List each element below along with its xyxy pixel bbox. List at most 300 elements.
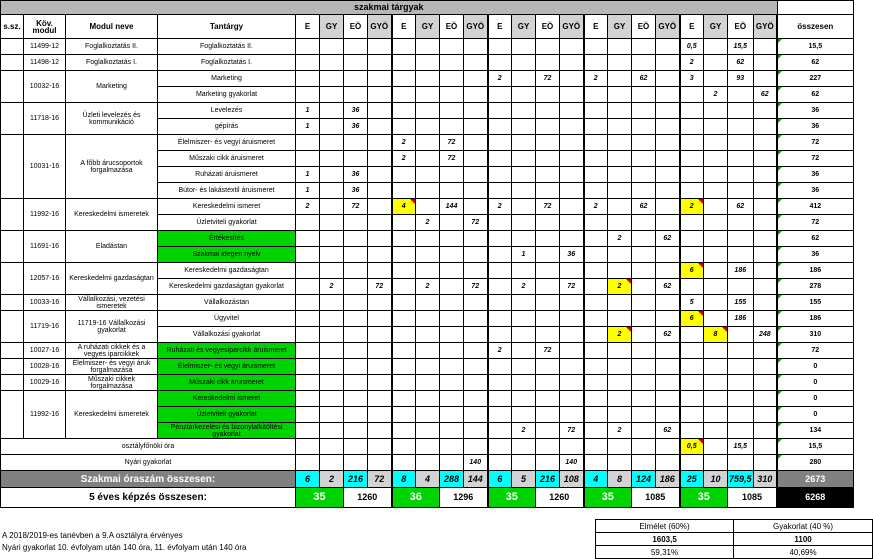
hours-cell xyxy=(656,311,680,327)
hours-cell xyxy=(704,423,728,439)
row-total: 72 xyxy=(777,215,853,231)
hours-cell xyxy=(704,407,728,423)
hours-cell xyxy=(560,439,584,455)
hours-cell xyxy=(632,455,656,471)
row-total: 412 xyxy=(777,199,853,215)
hours-cell xyxy=(296,247,320,263)
hours-cell: 186 xyxy=(728,263,754,279)
hours-cell xyxy=(464,183,488,199)
hours-cell xyxy=(344,455,368,471)
hours-cell: 72 xyxy=(344,199,368,215)
nyari-total: 280 xyxy=(777,455,853,471)
hours-cell xyxy=(753,199,777,215)
hours-cell xyxy=(560,119,584,135)
hours-cell: 36 xyxy=(560,247,584,263)
year-sum-total: 1260 xyxy=(536,488,584,508)
hours-cell xyxy=(584,343,608,359)
row-ssz xyxy=(1,375,24,391)
hours-cell xyxy=(753,247,777,263)
hours-cell xyxy=(296,391,320,407)
hours-cell: 36 xyxy=(344,119,368,135)
header-gyo: GYÖ xyxy=(368,15,392,39)
hours-cell xyxy=(560,151,584,167)
hours-cell xyxy=(296,343,320,359)
osztalyfonoki-total: 15,5 xyxy=(777,439,853,455)
hours-cell xyxy=(368,151,392,167)
hours-cell xyxy=(560,55,584,71)
hours-cell xyxy=(656,199,680,215)
hours-cell xyxy=(680,119,704,135)
hours-cell xyxy=(632,391,656,407)
hours-cell xyxy=(656,55,680,71)
hours-cell xyxy=(728,183,754,199)
hours-cell xyxy=(392,455,416,471)
hours-cell xyxy=(536,375,560,391)
hours-cell xyxy=(536,391,560,407)
sum-cell: 4 xyxy=(416,471,440,488)
hours-cell xyxy=(296,263,320,279)
hours-cell xyxy=(512,231,536,247)
hours-cell xyxy=(704,55,728,71)
hours-cell xyxy=(440,295,464,311)
hours-cell xyxy=(416,327,440,343)
row-total: 155 xyxy=(777,295,853,311)
hours-cell xyxy=(440,247,464,263)
hours-cell xyxy=(608,391,632,407)
hours-cell xyxy=(416,231,440,247)
hours-cell xyxy=(704,103,728,119)
row-ssz xyxy=(1,199,24,231)
hours-cell: 2 xyxy=(608,327,632,343)
hours-cell xyxy=(753,215,777,231)
hours-cell: 2 xyxy=(512,423,536,439)
hours-cell xyxy=(584,247,608,263)
hours-cell xyxy=(512,39,536,55)
hours-cell: 1 xyxy=(512,247,536,263)
hours-cell xyxy=(320,55,344,71)
hours-cell xyxy=(368,215,392,231)
hours-cell xyxy=(608,39,632,55)
hours-cell xyxy=(320,359,344,375)
row-total: 15,5 xyxy=(777,39,853,55)
row-total: 36 xyxy=(777,167,853,183)
row-ssz xyxy=(1,343,24,359)
hours-cell xyxy=(512,375,536,391)
module-name: Marketing xyxy=(66,71,158,103)
hours-cell xyxy=(680,87,704,103)
hours-cell xyxy=(320,199,344,215)
hours-cell xyxy=(704,455,728,471)
hours-cell xyxy=(608,375,632,391)
sum-cell: 8 xyxy=(608,471,632,488)
hours-cell xyxy=(632,231,656,247)
hours-cell xyxy=(753,183,777,199)
hours-cell xyxy=(464,39,488,55)
hours-cell xyxy=(416,183,440,199)
sum-cell: 759,5 xyxy=(728,471,754,488)
hours-cell: 36 xyxy=(344,183,368,199)
hours-cell xyxy=(753,295,777,311)
hours-cell xyxy=(320,263,344,279)
hours-cell xyxy=(680,247,704,263)
hours-cell xyxy=(728,247,754,263)
table-row xyxy=(1,103,854,119)
hours-cell xyxy=(560,231,584,247)
module-code: 11499-12 xyxy=(24,39,66,55)
hours-cell xyxy=(656,87,680,103)
hours-cell xyxy=(440,119,464,135)
hours-cell xyxy=(536,295,560,311)
hours-cell xyxy=(536,87,560,103)
hours-cell xyxy=(368,407,392,423)
hours-cell xyxy=(416,55,440,71)
hours-cell xyxy=(392,55,416,71)
hours-cell xyxy=(440,423,464,439)
module-name: Élelmiszer- és vegyi áruk forgalmazása xyxy=(66,359,158,375)
hours-cell xyxy=(320,311,344,327)
hours-cell: 36 xyxy=(344,167,368,183)
hours-cell: 8 xyxy=(704,327,728,343)
hours-cell xyxy=(368,87,392,103)
hours-cell xyxy=(656,167,680,183)
hours-cell xyxy=(704,359,728,375)
row-total: 310 xyxy=(777,327,853,343)
hours-cell xyxy=(608,311,632,327)
hours-cell xyxy=(536,119,560,135)
hours-cell xyxy=(488,151,512,167)
row-total: 278 xyxy=(777,279,853,295)
row-ssz xyxy=(1,295,24,311)
header-gy: GY xyxy=(608,15,632,39)
hours-cell: 6 xyxy=(680,311,704,327)
row-total: 62 xyxy=(777,55,853,71)
hours-cell xyxy=(704,135,728,151)
hours-cell: 4 xyxy=(392,199,416,215)
hours-cell xyxy=(728,135,754,151)
hours-cell: 140 xyxy=(560,455,584,471)
hours-cell xyxy=(753,103,777,119)
header-ssz: s.sz. xyxy=(1,15,24,39)
table-row xyxy=(1,199,854,215)
header-gy: GY xyxy=(416,15,440,39)
year-sum-total: 1260 xyxy=(344,488,392,508)
hours-cell: 2 xyxy=(704,87,728,103)
hours-cell xyxy=(512,439,536,455)
hours-cell xyxy=(680,151,704,167)
hours-cell xyxy=(344,55,368,71)
hours-cell xyxy=(584,135,608,151)
hours-cell: 1 xyxy=(296,167,320,183)
hours-cell xyxy=(560,263,584,279)
hours-cell xyxy=(584,439,608,455)
hours-cell xyxy=(416,375,440,391)
hours-cell xyxy=(296,439,320,455)
hours-cell: 2 xyxy=(416,279,440,295)
module-name: Foglalkoztatás I. xyxy=(66,55,158,71)
subject-name: Kereskedelmi gazdaságtan gyakorlat xyxy=(158,279,296,295)
hours-cell: 15,5 xyxy=(728,439,754,455)
module-code: 10027-16 xyxy=(24,343,66,359)
row-ssz xyxy=(1,135,24,199)
hours-cell xyxy=(680,215,704,231)
hours-cell xyxy=(753,375,777,391)
hours-cell xyxy=(512,103,536,119)
hours-cell xyxy=(728,407,754,423)
hours-cell xyxy=(392,183,416,199)
sum-cell: 186 xyxy=(656,471,680,488)
hours-cell xyxy=(392,423,416,439)
hours-cell xyxy=(632,407,656,423)
hours-cell xyxy=(536,215,560,231)
hours-cell xyxy=(416,391,440,407)
hours-cell xyxy=(753,407,777,423)
hours-cell xyxy=(512,183,536,199)
hours-cell xyxy=(704,295,728,311)
hours-cell xyxy=(368,119,392,135)
hours-cell xyxy=(608,71,632,87)
hours-cell xyxy=(656,295,680,311)
hours-cell xyxy=(344,359,368,375)
hours-cell xyxy=(368,71,392,87)
hours-cell xyxy=(464,199,488,215)
subject-name: Élelmiszer- és vegyi áruismeret xyxy=(158,359,296,375)
hours-cell xyxy=(440,279,464,295)
hours-cell xyxy=(753,343,777,359)
row-ssz xyxy=(1,359,24,375)
header-gyo: GYÖ xyxy=(560,15,584,39)
module-code: 10029-16 xyxy=(24,375,66,391)
hours-cell xyxy=(536,103,560,119)
subject-name: Levelezés xyxy=(158,103,296,119)
hours-cell xyxy=(512,295,536,311)
hours-cell xyxy=(632,439,656,455)
hours-cell xyxy=(512,199,536,215)
hours-cell xyxy=(440,103,464,119)
hours-cell xyxy=(344,311,368,327)
hours-cell xyxy=(320,247,344,263)
hours-cell xyxy=(632,215,656,231)
hours-cell xyxy=(488,119,512,135)
hours-cell xyxy=(464,295,488,311)
hours-cell xyxy=(416,343,440,359)
hours-cell xyxy=(584,455,608,471)
hours-cell xyxy=(728,119,754,135)
hours-cell xyxy=(680,183,704,199)
table-row xyxy=(1,295,854,311)
hours-cell xyxy=(368,327,392,343)
hours-cell xyxy=(753,455,777,471)
hours-cell xyxy=(704,343,728,359)
hours-cell xyxy=(560,391,584,407)
hours-cell xyxy=(680,423,704,439)
hours-cell xyxy=(536,423,560,439)
subject-name: Marketing gyakorlat xyxy=(158,87,296,103)
module-code: 10031-16 xyxy=(24,135,66,199)
hours-cell xyxy=(753,39,777,55)
hours-cell xyxy=(728,455,754,471)
gyakorlat-value: 1100 xyxy=(734,533,873,546)
sum-cell: 8 xyxy=(392,471,416,488)
sum-cell: 5 xyxy=(512,471,536,488)
hours-cell xyxy=(392,391,416,407)
hours-cell xyxy=(296,231,320,247)
hours-cell xyxy=(344,231,368,247)
sum-cell: 4 xyxy=(584,471,608,488)
hours-cell xyxy=(512,167,536,183)
elmelet-percent: 59,31% xyxy=(596,546,734,559)
sum-cell: 108 xyxy=(560,471,584,488)
hours-cell xyxy=(392,311,416,327)
subject-name: Szakmai idegen nyelv xyxy=(158,247,296,263)
hours-cell xyxy=(608,183,632,199)
hours-cell xyxy=(296,215,320,231)
hours-cell xyxy=(488,407,512,423)
hours-cell xyxy=(320,119,344,135)
hours-cell xyxy=(440,407,464,423)
year-sum-e: 35 xyxy=(488,488,536,508)
hours-cell xyxy=(632,343,656,359)
hours-cell xyxy=(704,71,728,87)
hours-cell xyxy=(440,183,464,199)
hours-cell xyxy=(560,167,584,183)
hours-cell xyxy=(392,39,416,55)
subject-name: Műszaki cikk áruismeret xyxy=(158,151,296,167)
hours-cell xyxy=(464,231,488,247)
hours-cell xyxy=(440,439,464,455)
hours-cell xyxy=(416,71,440,87)
hours-cell xyxy=(488,55,512,71)
hours-cell xyxy=(584,407,608,423)
hours-cell xyxy=(680,279,704,295)
module-name: Foglalkoztatás II. xyxy=(66,39,158,55)
hours-cell xyxy=(753,279,777,295)
hours-cell xyxy=(680,231,704,247)
hours-cell xyxy=(392,247,416,263)
hours-cell xyxy=(656,215,680,231)
hours-cell xyxy=(368,199,392,215)
hours-cell xyxy=(728,215,754,231)
hours-cell xyxy=(728,167,754,183)
hours-cell xyxy=(296,55,320,71)
hours-cell xyxy=(512,55,536,71)
hours-cell: 62 xyxy=(656,231,680,247)
header-gy: GY xyxy=(704,15,728,39)
kepzes-sum-label: 5 éves képzés összesen: xyxy=(1,488,296,508)
hours-cell xyxy=(632,167,656,183)
hours-cell xyxy=(753,391,777,407)
hours-cell xyxy=(344,39,368,55)
hours-cell xyxy=(368,39,392,55)
row-total: 36 xyxy=(777,103,853,119)
row-total: 186 xyxy=(777,311,853,327)
hours-cell xyxy=(632,87,656,103)
year-sum-e: 35 xyxy=(296,488,344,508)
hours-cell xyxy=(632,327,656,343)
hours-cell xyxy=(416,199,440,215)
hours-cell xyxy=(728,423,754,439)
hours-cell: 1 xyxy=(296,119,320,135)
hours-cell xyxy=(416,103,440,119)
hours-cell xyxy=(320,327,344,343)
hours-cell xyxy=(584,423,608,439)
hours-cell xyxy=(560,103,584,119)
hours-cell xyxy=(656,119,680,135)
hours-cell xyxy=(536,55,560,71)
hours-cell xyxy=(608,151,632,167)
hours-cell xyxy=(728,375,754,391)
year-sum-e: 35 xyxy=(584,488,632,508)
hours-cell xyxy=(488,183,512,199)
hours-cell: 93 xyxy=(728,71,754,87)
hours-cell xyxy=(296,359,320,375)
sum-cell: 310 xyxy=(753,471,777,488)
hours-cell xyxy=(320,407,344,423)
hours-cell xyxy=(320,343,344,359)
hours-cell xyxy=(296,151,320,167)
hours-cell xyxy=(608,455,632,471)
hours-cell xyxy=(680,103,704,119)
hours-cell xyxy=(320,215,344,231)
hours-cell: 62 xyxy=(656,279,680,295)
hours-cell xyxy=(584,119,608,135)
hours-cell xyxy=(656,71,680,87)
hours-cell xyxy=(368,295,392,311)
hours-cell xyxy=(584,295,608,311)
hours-cell xyxy=(344,327,368,343)
hours-cell xyxy=(704,279,728,295)
hours-cell: 62 xyxy=(728,55,754,71)
hours-cell xyxy=(728,231,754,247)
module-name: Kereskedelmi ismeretek xyxy=(66,391,158,439)
hours-cell xyxy=(392,263,416,279)
row-total: 72 xyxy=(777,151,853,167)
hours-cell xyxy=(608,439,632,455)
hours-cell: 36 xyxy=(344,103,368,119)
hours-cell xyxy=(704,311,728,327)
hours-cell xyxy=(368,103,392,119)
hours-cell xyxy=(440,39,464,55)
hours-cell xyxy=(488,279,512,295)
hours-cell xyxy=(512,407,536,423)
hours-cell: 2 xyxy=(296,199,320,215)
hours-cell xyxy=(632,311,656,327)
hours-cell: 0,5 xyxy=(680,439,704,455)
hours-cell xyxy=(440,359,464,375)
hours-cell xyxy=(704,39,728,55)
hours-cell xyxy=(560,375,584,391)
hours-cell xyxy=(584,375,608,391)
header-eo: EÖ xyxy=(632,15,656,39)
hours-cell xyxy=(536,39,560,55)
header-eo: EÖ xyxy=(728,15,754,39)
hours-cell xyxy=(344,343,368,359)
row-ssz xyxy=(1,391,24,439)
hours-cell xyxy=(320,391,344,407)
hours-cell xyxy=(320,103,344,119)
hours-cell xyxy=(584,231,608,247)
hours-cell xyxy=(512,151,536,167)
hours-cell xyxy=(464,87,488,103)
hours-cell xyxy=(704,167,728,183)
hours-cell xyxy=(488,327,512,343)
osztalyfonoki-label: osztályfőnöki óra xyxy=(1,439,296,455)
year-sum-total: 1085 xyxy=(728,488,778,508)
hours-cell xyxy=(512,263,536,279)
hours-cell xyxy=(608,407,632,423)
hours-cell xyxy=(680,167,704,183)
hours-cell xyxy=(488,167,512,183)
subject-name: Vállalkozási gyakorlat xyxy=(158,327,296,343)
